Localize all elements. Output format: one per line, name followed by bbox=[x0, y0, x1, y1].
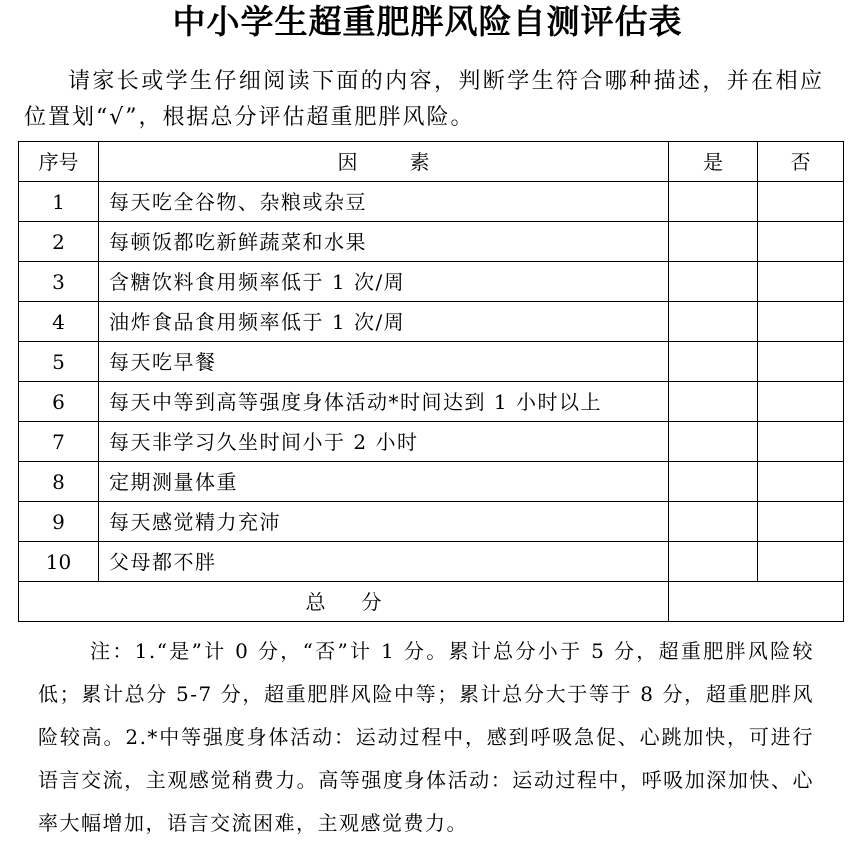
row-number: 6 bbox=[19, 382, 99, 422]
row-number: 1 bbox=[19, 182, 99, 222]
assessment-table bbox=[18, 141, 844, 622]
no-check-cell[interactable] bbox=[758, 542, 844, 582]
no-check-cell[interactable] bbox=[758, 182, 844, 222]
row-number: 3 bbox=[19, 262, 99, 302]
header-yes: 是 bbox=[669, 142, 758, 182]
yes-check-cell[interactable] bbox=[669, 542, 758, 582]
table-row bbox=[19, 542, 844, 582]
intro-paragraph: 请家长或学生仔细阅读下面的内容，判断学生符合哪种描述，并在相应位置划“√”，根据总分评估超重肥胖风险。 bbox=[24, 69, 824, 130]
total-char-1: 总 bbox=[305, 589, 326, 614]
row-factor: 每天中等到高等强度身体活动*时间达到 1 小时以上 bbox=[99, 382, 669, 422]
table-row bbox=[19, 262, 844, 302]
row-factor: 油炸食品食用频率低于 1 次/周 bbox=[99, 302, 669, 342]
row-factor: 含糖饮料食用频率低于 1 次/周 bbox=[99, 262, 669, 302]
page-title: 中小学生超重肥胖风险自测评估表 bbox=[172, 2, 683, 41]
row-number: 2 bbox=[19, 222, 99, 262]
row-number: 8 bbox=[19, 462, 99, 502]
no-check-cell[interactable] bbox=[758, 502, 844, 542]
yes-check-cell[interactable] bbox=[669, 262, 758, 302]
table-row bbox=[19, 182, 844, 222]
row-factor: 定期测量体重 bbox=[99, 462, 669, 502]
yes-check-cell[interactable] bbox=[669, 182, 758, 222]
row-number: 4 bbox=[19, 302, 99, 342]
yes-check-cell[interactable] bbox=[669, 222, 758, 262]
row-factor: 每天感觉精力充沛 bbox=[99, 502, 669, 542]
row-number: 10 bbox=[19, 542, 99, 582]
yes-check-cell[interactable] bbox=[669, 462, 758, 502]
table-row bbox=[19, 382, 844, 422]
header-factor-char-2: 素 bbox=[409, 149, 430, 174]
total-label bbox=[19, 582, 669, 622]
no-check-cell[interactable] bbox=[758, 462, 844, 502]
table-row bbox=[19, 462, 844, 502]
footnote: 注：1.“是”计 0 分，“否”计 1 分。累计总分小于 5 分，超重肥胖风险较低；累计总分 5-7 分，超重肥胖风险中等；累计总分大于等于 8 分，超重肥胖风险较高。2.*中等强度身体活动：运动过程中，感到呼吸急促、心跳加快，可进行语言交流，主观感觉稍费力。高等强度身体活动：运动过程中，呼吸加深加快、心率大幅增加，语言交流困难，主观感觉费力。 bbox=[38, 639, 814, 835]
total-score-cell[interactable] bbox=[669, 582, 844, 622]
row-factor: 父母都不胖 bbox=[99, 542, 669, 582]
row-factor: 每顿饭都吃新鲜蔬菜和水果 bbox=[99, 222, 669, 262]
header-no: 否 bbox=[758, 142, 844, 182]
total-row bbox=[19, 582, 844, 622]
row-number: 9 bbox=[19, 502, 99, 542]
table-row bbox=[19, 422, 844, 462]
no-check-cell[interactable] bbox=[758, 302, 844, 342]
no-check-cell[interactable] bbox=[758, 262, 844, 302]
yes-check-cell[interactable] bbox=[669, 342, 758, 382]
table-row bbox=[19, 222, 844, 262]
header-factor-char-1: 因 bbox=[337, 149, 358, 174]
yes-check-cell[interactable] bbox=[669, 502, 758, 542]
row-factor: 每天吃早餐 bbox=[99, 342, 669, 382]
row-number: 7 bbox=[19, 422, 99, 462]
yes-check-cell[interactable] bbox=[669, 302, 758, 342]
header-number: 序号 bbox=[19, 142, 99, 182]
no-check-cell[interactable] bbox=[758, 222, 844, 262]
no-check-cell[interactable] bbox=[758, 422, 844, 462]
row-number: 5 bbox=[19, 342, 99, 382]
yes-check-cell[interactable] bbox=[669, 422, 758, 462]
total-char-2: 分 bbox=[361, 589, 382, 614]
table-row bbox=[19, 502, 844, 542]
row-factor: 每天非学习久坐时间小于 2 小时 bbox=[99, 422, 669, 462]
table-row bbox=[19, 302, 844, 342]
row-factor: 每天吃全谷物、杂粮或杂豆 bbox=[99, 182, 669, 222]
no-check-cell[interactable] bbox=[758, 342, 844, 382]
header-factor bbox=[99, 142, 669, 182]
table-header-row bbox=[19, 142, 844, 182]
no-check-cell[interactable] bbox=[758, 382, 844, 422]
yes-check-cell[interactable] bbox=[669, 382, 758, 422]
table-row bbox=[19, 342, 844, 382]
